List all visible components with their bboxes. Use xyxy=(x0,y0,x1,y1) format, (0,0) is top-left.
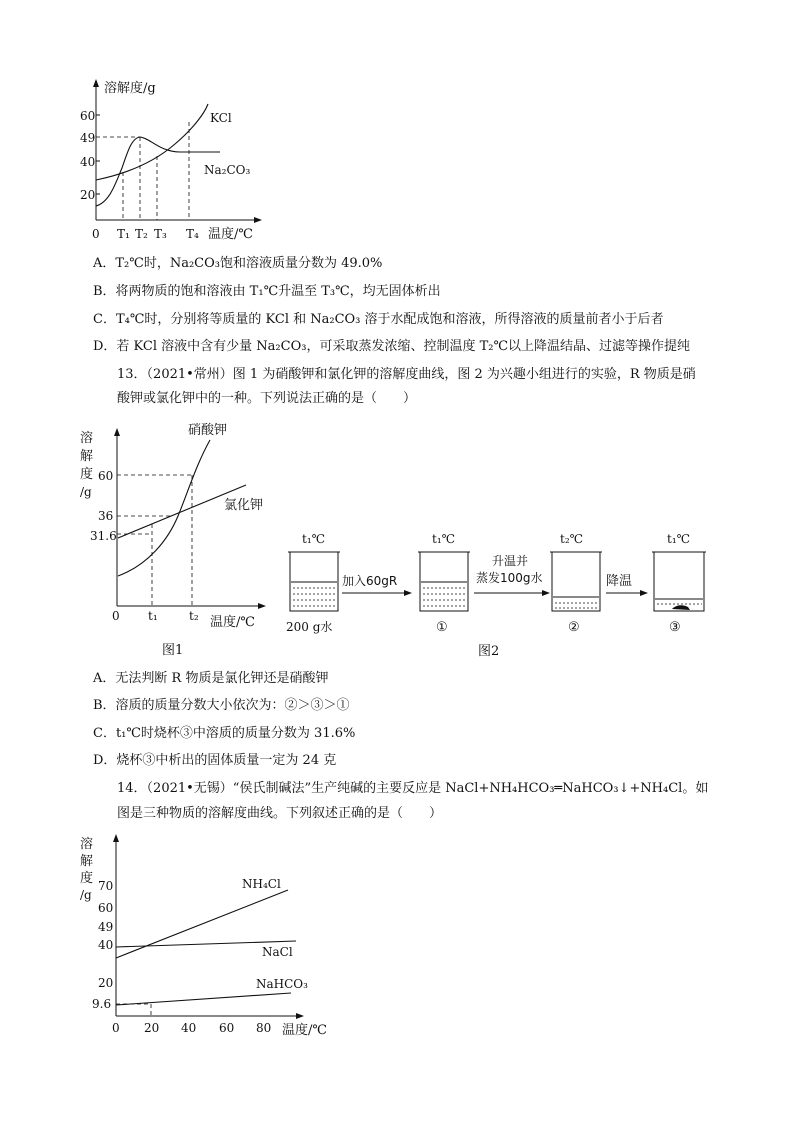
q14-xlabel: 温度/℃ xyxy=(282,1023,327,1038)
chart1-xlabel: 温度/℃ xyxy=(208,227,253,242)
fig1-ytick-36: 36 xyxy=(98,509,114,523)
fig2-beaker-3 xyxy=(550,552,602,611)
q14-ytick-60: 60 xyxy=(98,901,114,915)
q14-series-nahco3: NaHCO₃ xyxy=(256,977,308,991)
fig2-beaker-2 xyxy=(418,552,470,611)
fig1-series-kcl: 氯化钾 xyxy=(224,498,264,513)
fig1-ylabel-3: 度 xyxy=(80,467,94,482)
q14-xtick-80: 80 xyxy=(256,1021,272,1035)
q14-series-nh4cl: NH₄Cl xyxy=(242,877,281,891)
fig1-ylabel-4: /g xyxy=(80,485,92,499)
fig1-series-kno3: 硝酸钾 xyxy=(188,423,228,438)
fig2-temp-2: t₁℃ xyxy=(432,532,456,546)
q12-option-b: B．将两物质的饱和溶液由 T₁℃升温至 T₃℃，均无固体析出 xyxy=(93,284,441,299)
fig2-arrowhead-2 xyxy=(542,590,550,596)
fig1-ylabel-1: 溶 xyxy=(80,431,94,446)
q14-x-arrow xyxy=(296,1013,304,1019)
fig1-ytick-60: 60 xyxy=(98,469,114,483)
fig2-mark-1: ① xyxy=(436,620,448,635)
chart1-xtick-t4: T₄ xyxy=(186,227,199,241)
fig2-temp-4: t₁℃ xyxy=(667,532,691,546)
chart1-na2co3-curve xyxy=(96,137,220,206)
q14-xtick-0: 0 xyxy=(112,1021,120,1035)
q14-nahco3-line xyxy=(116,993,291,1005)
chart1-ylabel: 溶解度/g xyxy=(104,81,156,96)
q14-stem-line2: 图是三种物质的溶解度曲线。下列叙述正确的是（ ） xyxy=(117,806,443,821)
q12-option-c: C．T₄℃时，分别将等质量的 KCl 和 Na₂CO₃ 溶于水配成饱和溶液，所得溶液的质量前者小于后者 xyxy=(93,312,664,327)
fig2-arrowhead-3 xyxy=(640,590,648,596)
q14-ylabel-4: /g xyxy=(80,888,92,902)
q12-option-d: D．若 KCl 溶液中含有少量 Na₂CO₃，可采取蒸发浓缩、控制温度 T₂℃以上降温结晶、过滤等操作提纯 xyxy=(93,339,690,354)
fig1-origin: 0 xyxy=(112,609,120,623)
fig2-step2-line2: 蒸发100g水 xyxy=(476,571,543,585)
chart1-guides xyxy=(96,122,189,220)
fig2-temp-3: t₂℃ xyxy=(560,532,584,546)
fig1-x-arrow xyxy=(258,603,266,609)
q13-fig2-experiment xyxy=(280,525,720,665)
fig2-step3-label: 降温 xyxy=(606,574,633,589)
q14-series-nacl: NaCl xyxy=(262,945,293,959)
fig2-beaker1-label: 200 g水 xyxy=(286,620,333,634)
chart1-ytick-40: 40 xyxy=(80,155,96,169)
fig1-xtick-t1: t₁ xyxy=(148,609,158,623)
q14-ylabel-2: 解 xyxy=(80,854,94,869)
fig2-arrowhead-1 xyxy=(404,590,412,596)
chart1-series-kcl: KCl xyxy=(210,111,232,125)
fig2-mark-3: ③ xyxy=(669,620,681,635)
q14-xtick-60: 60 xyxy=(219,1021,235,1035)
fig1-xlabel: 温度/℃ xyxy=(210,615,255,630)
chart1-ytick-20: 20 xyxy=(80,188,96,202)
fig1-caption: 图1 xyxy=(162,643,184,658)
q12-option-a: A．T₂℃时，Na₂CO₃饱和溶液质量分数为 49.0% xyxy=(93,256,383,271)
q14-ylabel-1: 溶 xyxy=(80,837,94,852)
fig2-mark-2: ② xyxy=(568,620,580,635)
chart1-xtick-t3: T₃ xyxy=(154,227,167,241)
fig2-beaker-1 xyxy=(288,552,340,611)
q13-option-d: D．烧杯③中析出的固体质量一定为 24 克 xyxy=(93,753,337,768)
chart1-ytick-60: 60 xyxy=(80,109,96,123)
q14-ytick-40: 40 xyxy=(98,938,114,952)
chart1-xtick-t1: T₁ xyxy=(117,227,130,241)
q13-option-c: C．t₁℃时烧杯③中溶质的质量分数为 31.6% xyxy=(93,726,356,741)
fig1-guides xyxy=(117,475,192,606)
q14-ytick-49: 49 xyxy=(98,920,114,934)
q13-option-b: B．溶质的质量分数大小依次为：②＞③＞① xyxy=(93,698,350,713)
chart1-origin: 0 xyxy=(92,227,100,241)
q14-xtick-40: 40 xyxy=(181,1021,197,1035)
q14-y-arrow xyxy=(113,834,119,842)
fig2-beaker-4 xyxy=(652,552,706,611)
q14-ylabel-3: 度 xyxy=(80,871,94,886)
fig1-xtick-t2: t₂ xyxy=(189,609,199,623)
q14-ytick-9-6: 9.6 xyxy=(92,997,112,1011)
q13-fig1-chart xyxy=(78,420,278,660)
chart1-series-na2co3: Na₂CO₃ xyxy=(204,163,251,177)
fig1-ylabel-2: 解 xyxy=(80,449,94,464)
q14-xtick-20: 20 xyxy=(144,1021,160,1035)
fig2-step2-line1: 升温并 xyxy=(492,554,529,568)
chart1-ytick-49: 49 xyxy=(80,131,96,145)
chart1-xtick-t2: T₂ xyxy=(135,227,148,241)
chart1-solubility xyxy=(80,72,280,244)
fig2-caption: 图2 xyxy=(478,644,500,659)
q13-stem-line1: 13．（2021•常州）图 1 为硝酸钾和氯化钾的溶解度曲线，图 2 为兴趣小组进行的实验，R 物质是硝 xyxy=(117,367,696,382)
q14-solubility-chart xyxy=(76,832,346,1042)
chart1-y-arrow xyxy=(93,79,99,87)
fig1-kno3-curve xyxy=(118,440,210,576)
q13-option-a: A．无法判断 R 物质是氯化钾还是硝酸钾 xyxy=(93,671,329,686)
q14-stem-line1: 14．（2021•无锡）“侯氏制碱法”生产纯碱的主要反应是 NaCl+NH₄HCO₃═NaHCO₃↓+NH₄Cl。如 xyxy=(117,781,709,796)
fig2-temp-1: t₁℃ xyxy=(302,532,326,546)
fig1-y-arrow xyxy=(114,428,120,436)
fig1-ytick-31-6: 31.6 xyxy=(90,529,117,543)
fig2-step1-label: 加入60gR xyxy=(342,574,398,588)
q14-guides xyxy=(116,1004,151,1016)
q14-ytick-70: 70 xyxy=(98,879,114,893)
q14-ytick-20: 20 xyxy=(98,976,114,990)
q13-stem-line2: 酸钾或氯化钾中的一种。下列说法正确的是（ ） xyxy=(117,391,417,406)
chart1-x-arrow xyxy=(254,217,262,223)
